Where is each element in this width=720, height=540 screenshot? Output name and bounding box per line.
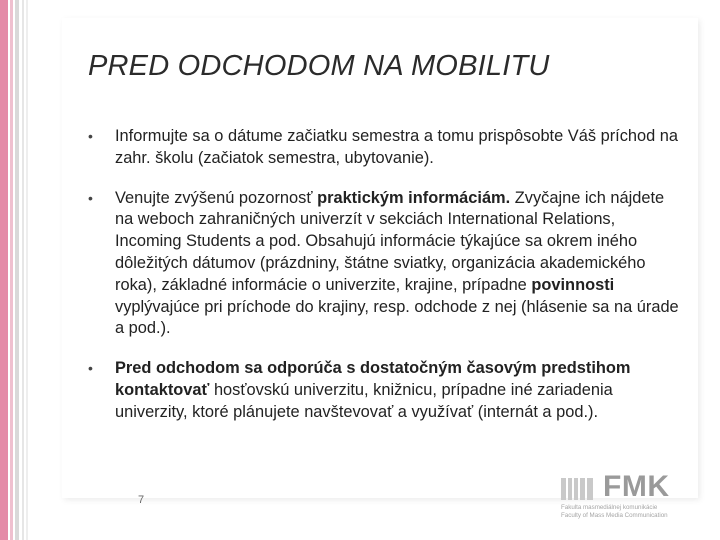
fmk-logo — [561, 470, 691, 524]
bullet-text: Zvyčajne ich nájdete na weboch zahraničných univerzít v sekciách International Relations, Incoming Students a pod. Obsahujú informácie týkajúce sa okrem iného dôležitých dátumov (prázdniny, štátne sviatky, organizácia akademického roka), základné informácie o univerzite, krajine, prípadne — [115, 188, 665, 294]
decor-stripe-light-pink — [10, 0, 13, 540]
logo-subtitle-en: Faculty of Mass Media Communication — [561, 512, 668, 519]
bullet-text: Venujte zvýšenú pozornosť — [115, 188, 318, 207]
decor-stripe-gray — [15, 0, 19, 540]
bullet-item — [88, 188, 684, 341]
slide-title: PRED ODCHODOM NA MOBILITU — [88, 50, 550, 82]
bullet-text-bold: praktickým informáciám. — [317, 188, 511, 207]
bullet-text: hosťovskú univerzitu, knižnicu, prípadne iné zariadenia univerzity, ktoré plánujete navštevovať a využívať (internát a pod.). — [115, 380, 613, 421]
bullet-text: vyplývajúce pri príchode do krajiny, resp. odchode z nej (hlásenie sa na úrade a pod.). — [115, 297, 679, 338]
bullet-item — [88, 358, 684, 423]
bullet-text-bold: povinnosti — [531, 275, 615, 294]
bullet-symbol: • — [88, 128, 93, 144]
logo-subtitle-sk: Fakulta masmediálnej komunikácie — [561, 504, 658, 511]
decor-stripe-pink — [0, 0, 8, 540]
page-number: 7 — [138, 494, 145, 506]
bullet-symbol: • — [88, 189, 93, 206]
bullet-list — [88, 126, 684, 442]
logo-letters: FMK — [603, 470, 670, 503]
bullet-text: Informujte sa o dátume začiatku semestra a tomu prispôsobte Váš príchod na zahr. školu (začiatok semestra, ubytovanie). — [115, 127, 679, 167]
bullet-text-bold: Pred odchodom sa odporúča s dostatočným časovým predstihom kontaktovať — [115, 359, 631, 399]
decor-stripe-light-gray — [22, 0, 24, 540]
logo-bars-icon — [561, 478, 601, 500]
decor-stripe-lighter-gray — [26, 0, 28, 540]
bullet-symbol: • — [88, 360, 93, 377]
bullet-item — [88, 126, 684, 170]
